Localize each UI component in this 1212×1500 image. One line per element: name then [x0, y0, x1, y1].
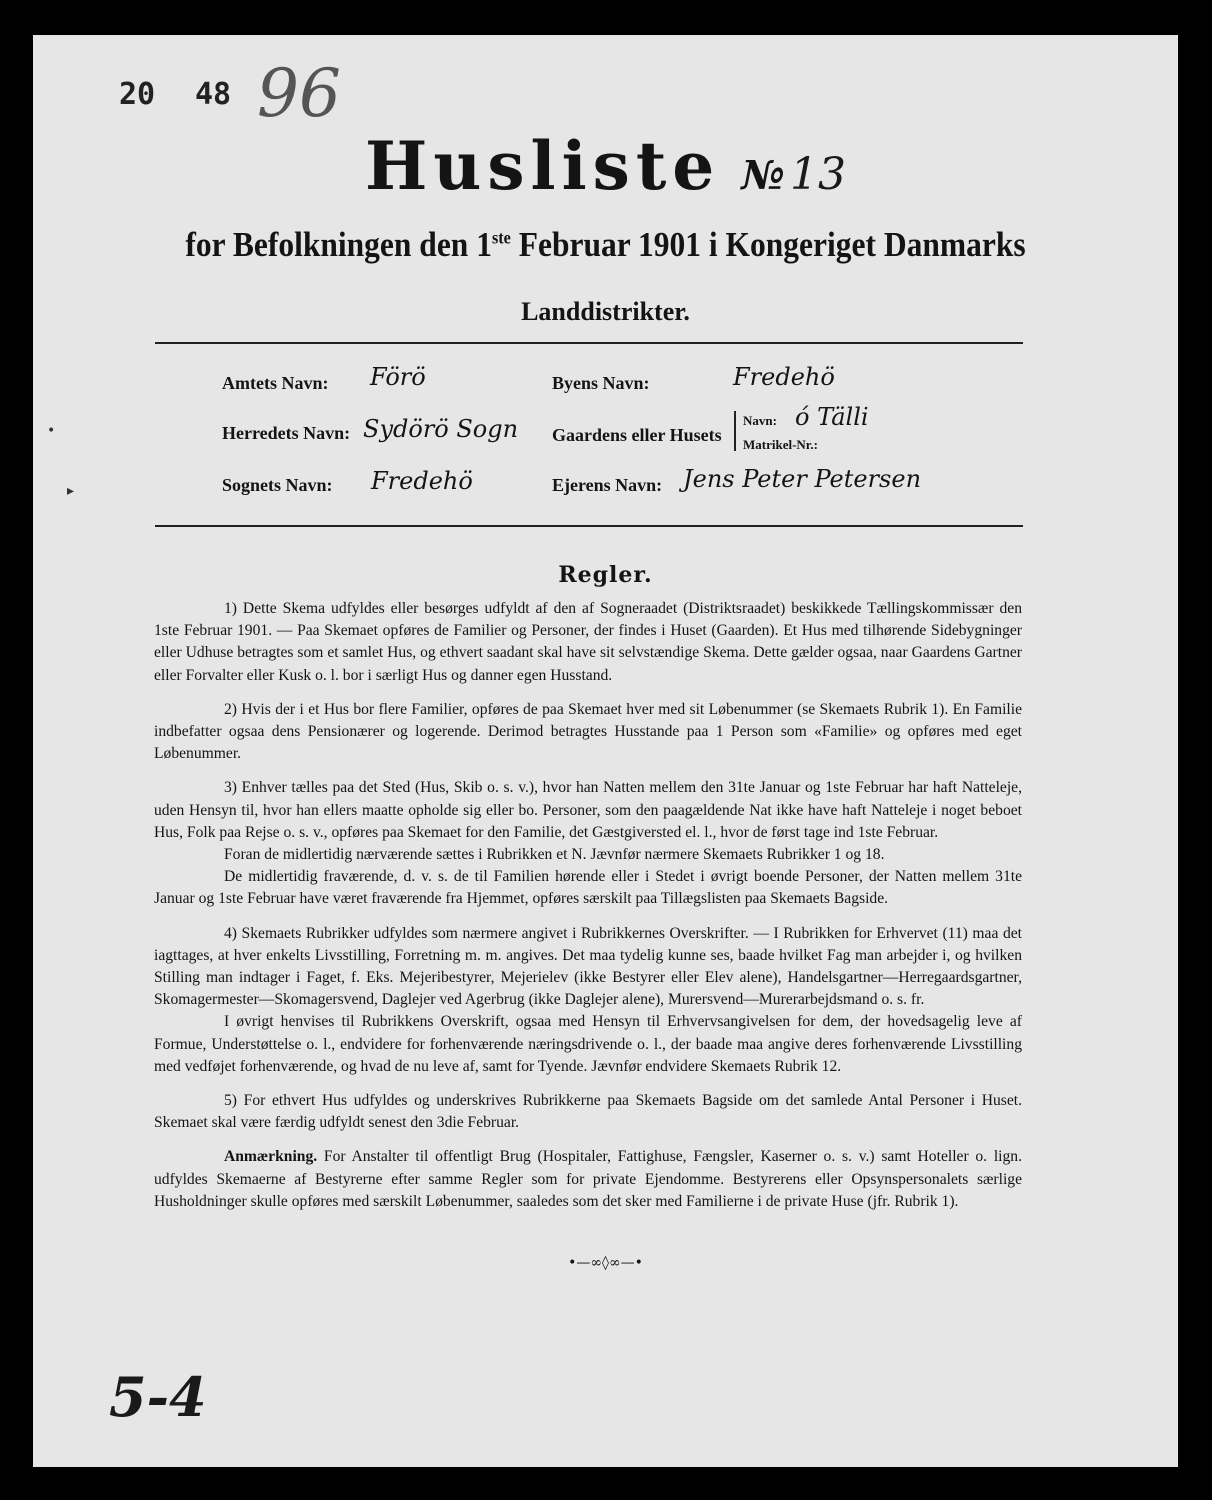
sogn-value: Fredehö [371, 467, 473, 495]
title-word: Husliste [365, 127, 721, 205]
rule-3: 3) Enhver tælles paa det Sted (Hus, Skib o. s. v.), hvor han Natten mellem den 31te Januar og 1ste Februar har haft Natteleje, uden Hensyn til, hvor han ellers maatte opholde sig eller bo. Personer, som den paagældende Nat ikke have haft Natteleje i noget beboet Hus, Folk paa Rejse o. s. v., opføres paa Skemaet for den Familie, det Gæstgiversted el. l., hvor de først tage ind 1ste Februar. [154, 779, 1022, 841]
navn-label: Navn: [743, 413, 777, 428]
annotation-note [154, 1146, 1022, 1213]
ornament: •—∞◊∞—• [568, 1255, 643, 1271]
amt-value: Förö [370, 363, 426, 391]
archive-stamp-number: 20 [119, 77, 156, 112]
margin-mark-1: • [47, 423, 56, 439]
form-title [33, 127, 1178, 205]
number-label: № [741, 152, 785, 199]
subtitle-post: Februar 1901 i Kongeriget Danmarks [510, 225, 1026, 264]
navn-value: ó Tälli [795, 403, 869, 431]
form-subtitle-district: Landdistrikter. [521, 297, 690, 326]
annotation-text: For Anstalter til offentligt Brug (Hospitaler, Fattighuse, Fængsler, Kaserner o. s. v.) samt Hoteller o. lign. udfyldes Skemaerne af Bestyrerne efter samme Regler som for private Ejendomme. Bestyrerens eller Opsynspersonalets særlige Husholdninger skulle opføres med særskilt Løbenummer, saaledes som det sker med Familierne i de private Huse (jfr. Rubrik 1). [154, 1148, 1022, 1210]
bottom-note: 5-4 [109, 1365, 207, 1429]
rule-2: 2) Hvis der i et Hus bor flere Familier, opføres de paa Skemaet hver med sit Løbenummer (se Skemaets Rubrik 1). En Familie indbefatter ogsaa dens Pensionærer og logerende. Derimod betragtes Husstande paa 1 Person som «Familie» og opføres med eget Løbenummer. [154, 700, 1022, 763]
gaard-label: Gaardens eller Husets [552, 425, 722, 445]
rule-1: 1) Dette Skema udfyldes eller besørges udfyldt af den af Sogneraadet (Distriktsraadet) beskikkede Tællingskommissær den 1ste Februar 1901. — Paa Skemaet opføres de Familier og Personer, der findes i Huset (Gaarden). Et Hus med tilhørende Sidebygninger eller Udhuse betragtes som et samlet Hus, og ethvert saadant skal have sit selvstændige Skema. Dette gælder ogsaa, naar Gaardens Gartner eller Forvalter eller Kusk o. l. bor i særligt Hus og danner egen Husstand. [154, 600, 1022, 684]
matrikel-label: Matrikel-Nr.: [743, 437, 818, 452]
sogn-label: Sognets Navn: [222, 475, 333, 495]
margin-mark-2: ▸ [67, 483, 75, 499]
rules-heading: Regler. [558, 562, 653, 588]
divider-top [155, 342, 1023, 344]
subtitle-pre: for Befolkningen den 1 [185, 225, 492, 264]
rule-3-foran: Foran de midlertidig nærværende sættes i Rubrikken et N. Jævnfør nærmere Skemaets Rubrikker 1 og 18. [224, 846, 885, 864]
divider-bottom [155, 525, 1023, 527]
herred-value: Sydörö Sogn [363, 415, 519, 443]
amt-label: Amtets Navn: [222, 373, 329, 393]
rules-body [154, 598, 1022, 1225]
ejer-value: Jens Peter Petersen [683, 465, 922, 493]
form-subtitle [90, 225, 1121, 265]
house-list-number: 13 [789, 149, 846, 200]
by-label: Byens Navn: [552, 373, 650, 393]
by-value: Fredehö [733, 363, 835, 391]
archive-stamp-number-2: 48 [195, 77, 232, 112]
bracket [734, 411, 736, 451]
subtitle-sup: ste [491, 227, 511, 248]
census-form-page [33, 35, 1178, 1467]
rule-4: 4) Skemaets Rubrikker udfyldes som nærmere angivet i Rubrikkernes Overskrifter. — I Rubrikken for Erhvervet (11) maa det iagttages, at hver enkelts Livsstilling, Forretning m. m. angives. Det maa tydelig kunne ses, baade hvilket Fag man arbejder i, og hvilken Stilling man indtager i Faget, f. Eks. Mejeribestyrer, Mejerielev (ikke Bestyrer eller Elev alene), Handelsgartner—Herregaardsgartner, Skomagermester—Skomagersvend, Daglejer ved Agerbrug (ikke Daglejer alene), Murersvend—Murerarbejdsmand o. s. fr. [154, 924, 1022, 1009]
annotation-label: Anmærkning. [224, 1148, 318, 1166]
rule-4-oevrigt: I øvrigt henvises til Rubrikkens Overskrift, ogsaa med Hensyn til Erhvervsangivelsen for dem, der hovedsagelig leve af Formue, Understøttelse o. l., endvidere for forhenværende næringsdrivende o. l., der baade maa angive deres forhenværende Livsstilling med vedføjet forhenværende, og hvad de nu leve af, samt for Tyende. Jævnfør endvidere Skemaets Rubrik 12. [154, 1013, 1022, 1075]
herred-label: Herredets Navn: [222, 423, 351, 443]
rule-5: 5) For ethvert Hus udfyldes og underskrives Rubrikkerne paa Skemaets Bagside om det samlede Antal Personer i Huset. Skemaet skal være færdig udfyldt senest den 3die Februar. [154, 1092, 1022, 1132]
rule-3-fravaerende: De midlertidig fraværende, d. v. s. de til Familien hørende eller i Stedet i øvrigt boende Personer, der Natten mellem 31te Januar og 1ste Februar have været fraværende fra Hjemmet, opføres særskilt paa Tillægslisten paa Skemaets Bagside. [154, 868, 1022, 908]
handwritten-page-number: 96 [257, 55, 341, 132]
ejer-label: Ejerens Navn: [552, 475, 663, 495]
